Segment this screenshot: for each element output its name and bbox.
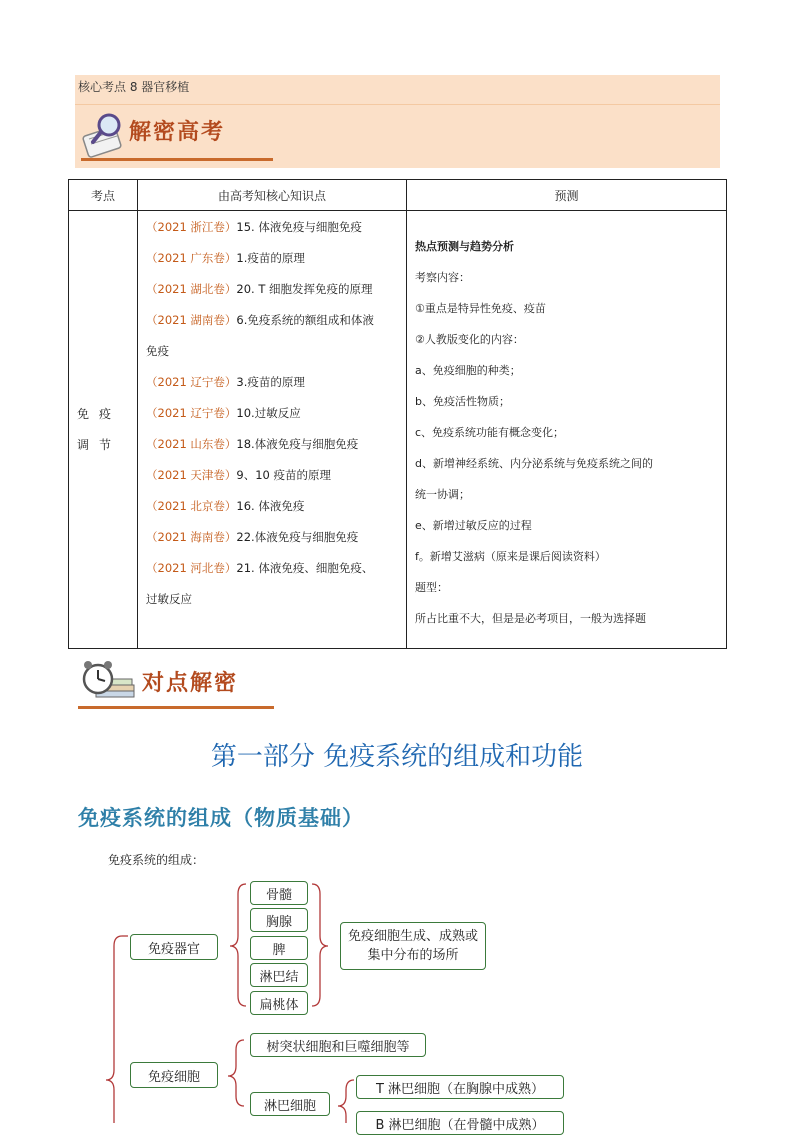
exam-description: 过敏反应 xyxy=(146,592,192,606)
exam-description: 10.过敏反应 xyxy=(236,406,301,420)
dendritic-macrophage-box: 树突状细胞和巨噬细胞等 xyxy=(250,1033,426,1057)
organ-tonsil: 扁桃体 xyxy=(250,991,308,1015)
exam-source: （2021 山东卷） xyxy=(146,437,237,451)
prediction-line: ②人教版变化的内容： xyxy=(415,333,524,346)
immune-cell-box: 免疫细胞 xyxy=(130,1062,218,1088)
exam-description: 21. 体液免疫、细胞免疫、 xyxy=(236,561,374,575)
col-header-topic: 考点 xyxy=(69,180,138,211)
prediction-line: ①重点是特异性免疫、疫苗 xyxy=(415,302,546,315)
prediction-line: 题型： xyxy=(415,581,448,594)
prediction-line: a、免疫细胞的种类； xyxy=(415,364,521,377)
topic-text: 免疫调节 xyxy=(77,406,122,452)
organ-note-line2: 集中分布的场所 xyxy=(367,948,459,963)
intro-text: 免疫系统的组成： xyxy=(108,853,205,867)
prediction-line: 统一协调； xyxy=(415,488,470,501)
exam-description: 15. 体液免疫与细胞免疫 xyxy=(236,220,362,234)
exam-source: （2021 天津卷） xyxy=(146,468,237,482)
exam-source: （2021 浙江卷） xyxy=(146,220,237,234)
organ-note-line1: 免疫细胞生成、成熟或 xyxy=(347,929,478,944)
organ-lymph-node: 淋巴结 xyxy=(250,963,308,987)
prediction-line: c、免疫系统功能有概念变化； xyxy=(415,426,565,439)
exam-description: 6.免疫系统的额组成和体液 xyxy=(236,313,374,327)
badge-title: 解密高考 xyxy=(129,119,226,145)
col-header-prediction: 预测 xyxy=(407,180,727,211)
exam-description: 免疫 xyxy=(146,344,169,358)
prediction-line: e、新增过敏反应的过程 xyxy=(415,519,532,532)
prediction-heading: 热点预测与趋势分析 xyxy=(415,240,514,253)
header-text: 核心考点 8 器官移植 xyxy=(78,80,190,94)
exam-source: （2021 北京卷） xyxy=(146,499,237,513)
col-header-knowledge: 由高考知核心知识点 xyxy=(138,180,407,211)
organ-note-box xyxy=(340,922,486,970)
immune-organ-box: 免疫器官 xyxy=(130,934,218,960)
exam-description: 9、10 疫苗的原理 xyxy=(236,468,332,482)
section-title: 免疫系统的组成（物质基础） xyxy=(78,805,364,830)
organ-spleen: 脾 xyxy=(250,936,308,960)
exam-source: （2021 河北卷） xyxy=(146,561,237,575)
t-cell-box: T 淋巴细胞（在胸腺中成熟） xyxy=(356,1075,564,1099)
exam-source: （2021 海南卷） xyxy=(146,530,237,544)
prediction-line: d、新增神经系统、内分泌系统与免疫系统之间的 xyxy=(415,457,653,470)
exam-source: （2021 广东卷） xyxy=(146,251,237,265)
exam-description: 1.疫苗的原理 xyxy=(236,251,305,265)
organ-bone-marrow: 骨髓 xyxy=(250,881,308,905)
badge2-title: 对点解密 xyxy=(142,670,239,696)
exam-description: 3.疫苗的原理 xyxy=(236,375,305,389)
exam-description: 22.体液免疫与细胞免疫 xyxy=(236,530,359,544)
prediction-line: 所占比重不大，但是是必考项目，一般为选择题 xyxy=(415,612,646,625)
exam-source: （2021 辽宁卷） xyxy=(146,375,237,389)
b-cell-box: B 淋巴细胞（在骨髓中成熟） xyxy=(356,1111,564,1135)
exam-description: 20. T 细胞发挥免疫的原理 xyxy=(236,282,373,296)
exam-description: 18.体液免疫与细胞免疫 xyxy=(236,437,359,451)
exam-description: 16. 体液免疫 xyxy=(236,499,305,513)
prediction-line: f。新增艾滋病（原来是课后阅读资料） xyxy=(415,550,606,563)
prediction-line: b、免疫活性物质； xyxy=(415,395,510,408)
exam-source: （2021 湖南卷） xyxy=(146,313,237,327)
exam-source: （2021 辽宁卷） xyxy=(146,406,237,420)
organ-thymus: 胸腺 xyxy=(250,908,308,932)
prediction-line: 考察内容： xyxy=(415,271,470,284)
part-title: 第一部分 免疫系统的组成和功能 xyxy=(210,742,584,772)
lymphocyte-box: 淋巴细胞 xyxy=(250,1092,330,1116)
exam-source: （2021 湖北卷） xyxy=(146,282,237,296)
